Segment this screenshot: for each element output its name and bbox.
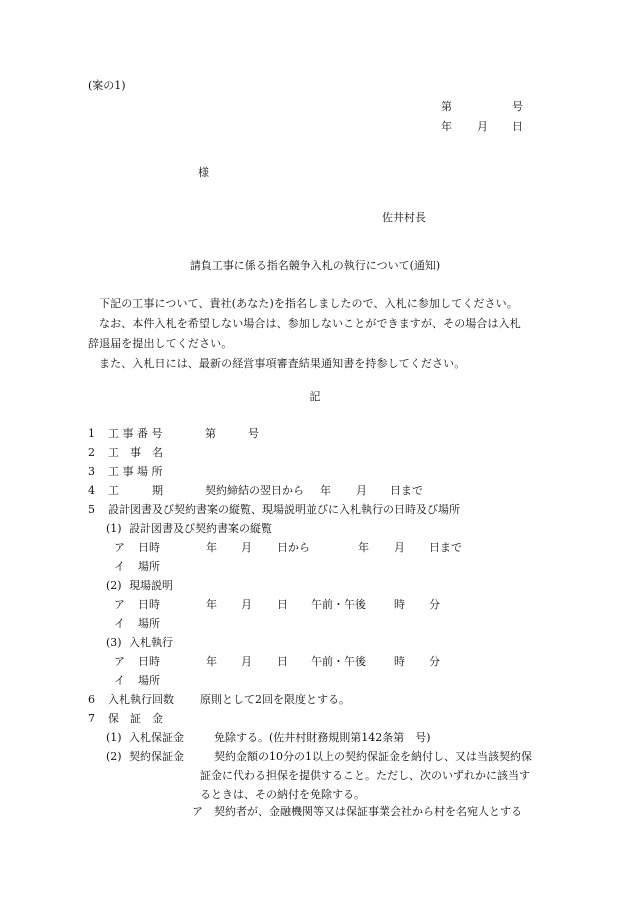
sub-mark: ア [114,655,125,668]
subitem-5-1-datetime [88,540,558,559]
body-text [88,294,558,374]
item-number: 2 [88,446,95,459]
item-number: 3 [88,465,95,478]
datetime-part: 月 [241,598,252,611]
datetime-part: 年 [206,598,217,611]
sub-mark: イ [114,674,125,687]
item-value: 号 [248,427,259,440]
item-label: 工 事 番 号 [108,427,163,440]
item-value: 月 [356,484,367,497]
sub-label: 日時 [138,541,160,554]
item-value: 原則として2回を限度とする。 [200,693,350,706]
datetime-part: 日から [277,541,310,554]
item-value: 第 [205,427,216,440]
subitem-label: 入札保証金 [129,731,184,744]
subitem-label: 設計図書及び契約書案の縦覧 [129,522,272,535]
sub-label: 場所 [138,617,160,630]
body-line: なお、本件入札を希望しない場合は、参加しないことができますが、その場合は入札 [99,317,521,330]
subitem-5-2-place [88,616,558,635]
item-1 [88,426,558,445]
subitem-5-3 [88,635,558,654]
datetime-part: 月 [241,541,252,554]
body-line: 辞退届を提出してください。 [88,337,233,350]
subitem-5-2-datetime [88,597,558,616]
subitem-label: 契約保証金 [129,750,184,763]
document-title: 請負工事に係る指名競争入札の執行について(通知) [189,259,441,272]
subitem-7-2-text [200,747,532,804]
item-label: 設計図書及び契約書案の縦覧、現場説明並びに入札執行の日時及び場所 [108,503,460,516]
subitem-value: 免除する。(佐井村財務規則第142条第 号) [214,731,431,744]
datetime-part: 月 [241,655,252,668]
clause-line: 証金に代わる担保を提供すること。ただし、次のいずれかに該当す [200,769,530,782]
datetime-part: 分 [429,598,440,611]
clause-line: るときは、その納付を免除する。 [200,788,365,801]
item-value: 年 [320,484,331,497]
sub-mark: ア [114,598,125,611]
datetime-part: 午前・午後 [311,655,366,668]
item-number: 7 [88,712,95,725]
subitem-5-3-place [88,673,558,692]
doc-number-prefix: 第 [441,100,452,113]
item-number: 6 [88,693,95,706]
item-label: 入札執行回数 [108,693,174,706]
body-line: 下記の工事について、貴社(あなた)を指名しましたので、入札に参加してください。 [99,297,518,310]
subitem-number: (1) [106,731,122,744]
item-list [88,426,558,829]
item-number: 4 [88,484,95,497]
item-number: 5 [88,503,95,516]
sub-mark: ア [114,541,125,554]
item-label: 工 事 名 [108,446,163,459]
datetime-part: 日 [277,655,288,668]
date-month: 月 [477,120,488,133]
datetime-part: 午前・午後 [311,598,366,611]
datetime-part: 月 [394,541,405,554]
sender: 佐井村長 [382,211,426,224]
date-day: 日 [512,120,523,133]
item-label: 工 事 場 所 [108,465,163,478]
datetime-part: 年 [358,541,369,554]
item-number: 1 [88,427,95,440]
datetime-part: 分 [429,655,440,668]
item-5 [88,502,558,521]
sub-label: 場所 [138,560,160,573]
item-7 [88,711,558,730]
item-3 [88,464,558,483]
body-line: また、入札日には、最新の経営事項審査結果通知書を持参してください。 [99,357,466,370]
subitem-label: 入札執行 [129,636,173,649]
datetime-part: 時 [394,598,405,611]
clause-line: 契約金額の10分の1以上の契約保証金を納付し、又は当該契約保 [214,750,532,763]
addressee-suffix: 様 [198,166,209,179]
sub-label: 日時 [138,598,160,611]
datetime-part: 日まで [429,541,462,554]
date-year: 年 [441,120,452,133]
subitem-number: (2) [106,579,122,592]
item-value: 契約締結の翌日から [205,484,304,497]
item-label: 工 期 [108,484,163,497]
subitem-5-1-place [88,559,558,578]
draft-label: (案の1) [88,79,126,92]
clause-mark: ア [192,805,203,818]
subitem-number: (1) [106,522,122,535]
datetime-part: 日 [277,598,288,611]
doc-number-suffix: 号 [512,100,523,113]
sub-label: 日時 [138,655,160,668]
clause-text: 契約者が、金融機関等又は保証事業会社から村を名宛人とする [214,805,522,818]
subitem-5-1 [88,521,558,540]
item-label: 保 証 金 [108,712,163,725]
ki-heading: 記 [309,390,321,403]
item-4 [88,483,558,502]
subitem-7-2 [88,749,558,829]
datetime-part: 年 [206,541,217,554]
sub-label: 場所 [138,674,160,687]
subitem-number: (3) [106,636,122,649]
subitem-5-3-datetime [88,654,558,673]
datetime-part: 年 [206,655,217,668]
item-6 [88,692,558,711]
sub-mark: イ [114,617,125,630]
item-2 [88,445,558,464]
datetime-part: 時 [394,655,405,668]
sub-mark: イ [114,560,125,573]
item-value: 日まで [390,484,423,497]
subitem-label: 現場説明 [129,579,173,592]
subitem-number: (2) [106,750,122,763]
subitem-5-2 [88,578,558,597]
